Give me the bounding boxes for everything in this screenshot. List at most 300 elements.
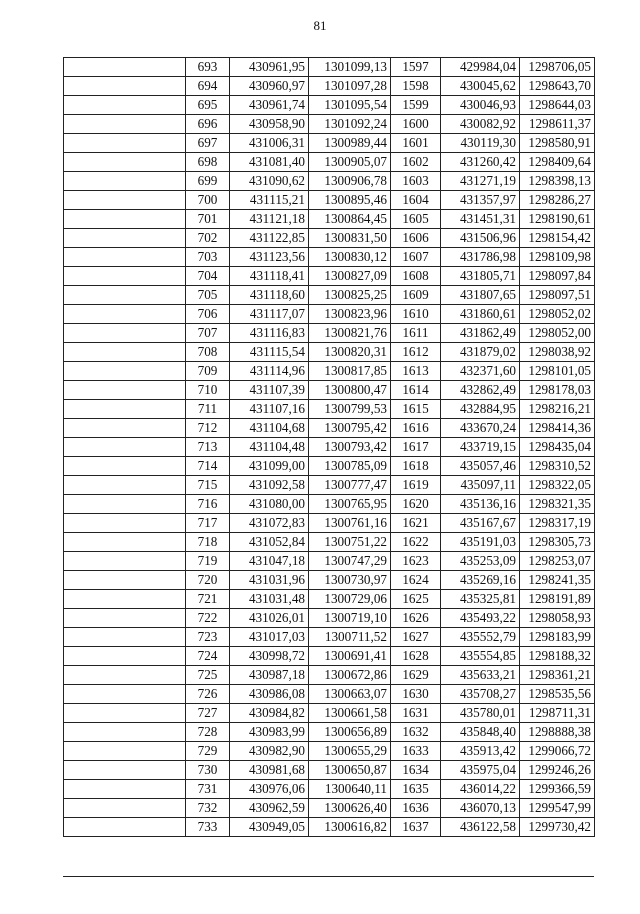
y-coordinate-cell: 1298361,21 [520, 666, 595, 685]
x-coordinate-cell: 431092,58 [230, 476, 309, 495]
table-row [64, 476, 595, 495]
y-coordinate-cell: 1300747,29 [309, 552, 391, 571]
x-coordinate-cell: 430982,90 [230, 742, 309, 761]
x-coordinate-cell: 430961,95 [230, 58, 309, 77]
y-coordinate-cell: 1298109,98 [520, 248, 595, 267]
x-coordinate-cell: 431451,31 [441, 210, 520, 229]
point-number-cell: 730 [186, 761, 230, 780]
blank-cell [64, 704, 186, 723]
point-number-cell: 1603 [391, 172, 441, 191]
point-number-cell: 1636 [391, 799, 441, 818]
blank-cell [64, 324, 186, 343]
table-row [64, 77, 595, 96]
y-coordinate-cell: 1300655,29 [309, 742, 391, 761]
blank-cell [64, 58, 186, 77]
blank-cell [64, 400, 186, 419]
y-coordinate-cell: 1300711,52 [309, 628, 391, 647]
y-coordinate-cell: 1300765,95 [309, 495, 391, 514]
y-coordinate-cell: 1300672,86 [309, 666, 391, 685]
point-number-cell: 726 [186, 685, 230, 704]
point-number-cell: 722 [186, 609, 230, 628]
x-coordinate-cell: 435552,79 [441, 628, 520, 647]
blank-cell [64, 77, 186, 96]
y-coordinate-cell: 1300823,96 [309, 305, 391, 324]
y-coordinate-cell: 1301095,54 [309, 96, 391, 115]
point-number-cell: 1634 [391, 761, 441, 780]
y-coordinate-cell: 1300656,89 [309, 723, 391, 742]
x-coordinate-cell: 430958,90 [230, 115, 309, 134]
y-coordinate-cell: 1300729,06 [309, 590, 391, 609]
x-coordinate-cell: 431805,71 [441, 267, 520, 286]
x-coordinate-cell: 431879,02 [441, 343, 520, 362]
coordinates-table [63, 57, 595, 837]
table-row [64, 590, 595, 609]
table-row [64, 191, 595, 210]
x-coordinate-cell: 430045,62 [441, 77, 520, 96]
y-coordinate-cell: 1298435,04 [520, 438, 595, 457]
table-row [64, 723, 595, 742]
point-number-cell: 717 [186, 514, 230, 533]
x-coordinate-cell: 435848,40 [441, 723, 520, 742]
x-coordinate-cell: 431271,19 [441, 172, 520, 191]
blank-cell [64, 780, 186, 799]
y-coordinate-cell: 1299730,42 [520, 818, 595, 837]
x-coordinate-cell: 430119,30 [441, 134, 520, 153]
y-coordinate-cell: 1300864,45 [309, 210, 391, 229]
y-coordinate-cell: 1300793,42 [309, 438, 391, 457]
x-coordinate-cell: 431357,97 [441, 191, 520, 210]
point-number-cell: 705 [186, 286, 230, 305]
x-coordinate-cell: 430961,74 [230, 96, 309, 115]
point-number-cell: 1609 [391, 286, 441, 305]
blank-cell [64, 134, 186, 153]
x-coordinate-cell: 435167,67 [441, 514, 520, 533]
y-coordinate-cell: 1298058,93 [520, 609, 595, 628]
x-coordinate-cell: 435780,01 [441, 704, 520, 723]
x-coordinate-cell: 431047,18 [230, 552, 309, 571]
blank-cell [64, 438, 186, 457]
blank-cell [64, 210, 186, 229]
table-row [64, 666, 595, 685]
y-coordinate-cell: 1298611,37 [520, 115, 595, 134]
table-row [64, 248, 595, 267]
x-coordinate-cell: 431006,31 [230, 134, 309, 153]
x-coordinate-cell: 432862,49 [441, 381, 520, 400]
table-row [64, 96, 595, 115]
y-coordinate-cell: 1300663,07 [309, 685, 391, 704]
blank-cell [64, 419, 186, 438]
blank-cell [64, 191, 186, 210]
point-number-cell: 1619 [391, 476, 441, 495]
point-number-cell: 1616 [391, 419, 441, 438]
table-row [64, 628, 595, 647]
blank-cell [64, 362, 186, 381]
y-coordinate-cell: 1300691,41 [309, 647, 391, 666]
y-coordinate-cell: 1298253,07 [520, 552, 595, 571]
blank-cell [64, 628, 186, 647]
x-coordinate-cell: 431860,61 [441, 305, 520, 324]
y-coordinate-cell: 1300820,31 [309, 343, 391, 362]
x-coordinate-cell: 431104,48 [230, 438, 309, 457]
y-coordinate-cell: 1298706,05 [520, 58, 595, 77]
y-coordinate-cell: 1300661,58 [309, 704, 391, 723]
table-row [64, 647, 595, 666]
point-number-cell: 1602 [391, 153, 441, 172]
y-coordinate-cell: 1300799,53 [309, 400, 391, 419]
table-row [64, 761, 595, 780]
point-number-cell: 1624 [391, 571, 441, 590]
x-coordinate-cell: 436122,58 [441, 818, 520, 837]
y-coordinate-cell: 1300989,44 [309, 134, 391, 153]
y-coordinate-cell: 1300895,46 [309, 191, 391, 210]
point-number-cell: 704 [186, 267, 230, 286]
blank-cell [64, 381, 186, 400]
point-number-cell: 712 [186, 419, 230, 438]
table-row [64, 438, 595, 457]
point-number-cell: 733 [186, 818, 230, 837]
point-number-cell: 708 [186, 343, 230, 362]
x-coordinate-cell: 431506,96 [441, 229, 520, 248]
blank-cell [64, 229, 186, 248]
point-number-cell: 693 [186, 58, 230, 77]
x-coordinate-cell: 430976,06 [230, 780, 309, 799]
x-coordinate-cell: 431786,98 [441, 248, 520, 267]
point-number-cell: 696 [186, 115, 230, 134]
point-number-cell: 716 [186, 495, 230, 514]
point-number-cell: 700 [186, 191, 230, 210]
table-row [64, 210, 595, 229]
blank-cell [64, 153, 186, 172]
y-coordinate-cell: 1298535,56 [520, 685, 595, 704]
point-number-cell: 695 [186, 96, 230, 115]
y-coordinate-cell: 1300626,40 [309, 799, 391, 818]
blank-cell [64, 305, 186, 324]
table-row [64, 172, 595, 191]
table-row [64, 400, 595, 419]
point-number-cell: 1612 [391, 343, 441, 362]
point-number-cell: 1626 [391, 609, 441, 628]
y-coordinate-cell: 1298580,91 [520, 134, 595, 153]
blank-cell [64, 476, 186, 495]
table-row [64, 286, 595, 305]
blank-cell [64, 514, 186, 533]
blank-cell [64, 647, 186, 666]
point-number-cell: 1601 [391, 134, 441, 153]
point-number-cell: 720 [186, 571, 230, 590]
point-number-cell: 732 [186, 799, 230, 818]
table-row [64, 419, 595, 438]
point-number-cell: 731 [186, 780, 230, 799]
x-coordinate-cell: 430983,99 [230, 723, 309, 742]
x-coordinate-cell: 432371,60 [441, 362, 520, 381]
table-row [64, 780, 595, 799]
y-coordinate-cell: 1300905,07 [309, 153, 391, 172]
y-coordinate-cell: 1298322,05 [520, 476, 595, 495]
x-coordinate-cell: 430986,08 [230, 685, 309, 704]
point-number-cell: 1606 [391, 229, 441, 248]
x-coordinate-cell: 431107,39 [230, 381, 309, 400]
x-coordinate-cell: 435975,04 [441, 761, 520, 780]
point-number-cell: 1600 [391, 115, 441, 134]
x-coordinate-cell: 429984,04 [441, 58, 520, 77]
x-coordinate-cell: 431080,00 [230, 495, 309, 514]
point-number-cell: 1633 [391, 742, 441, 761]
x-coordinate-cell: 430082,92 [441, 115, 520, 134]
point-number-cell: 1635 [391, 780, 441, 799]
x-coordinate-cell: 431115,21 [230, 191, 309, 210]
y-coordinate-cell: 1300795,42 [309, 419, 391, 438]
x-coordinate-cell: 435325,81 [441, 590, 520, 609]
x-coordinate-cell: 436070,13 [441, 799, 520, 818]
y-coordinate-cell: 1298644,03 [520, 96, 595, 115]
point-number-cell: 1604 [391, 191, 441, 210]
blank-cell [64, 343, 186, 362]
point-number-cell: 713 [186, 438, 230, 457]
y-coordinate-cell: 1298097,84 [520, 267, 595, 286]
y-coordinate-cell: 1301097,28 [309, 77, 391, 96]
y-coordinate-cell: 1298317,19 [520, 514, 595, 533]
x-coordinate-cell: 430046,93 [441, 96, 520, 115]
x-coordinate-cell: 430984,82 [230, 704, 309, 723]
y-coordinate-cell: 1298305,73 [520, 533, 595, 552]
x-coordinate-cell: 431122,85 [230, 229, 309, 248]
y-coordinate-cell: 1300719,10 [309, 609, 391, 628]
point-number-cell: 1608 [391, 267, 441, 286]
blank-cell [64, 115, 186, 134]
y-coordinate-cell: 1298190,61 [520, 210, 595, 229]
point-number-cell: 1620 [391, 495, 441, 514]
x-coordinate-cell: 435269,16 [441, 571, 520, 590]
table-row [64, 552, 595, 571]
point-number-cell: 729 [186, 742, 230, 761]
y-coordinate-cell: 1298191,89 [520, 590, 595, 609]
point-number-cell: 1632 [391, 723, 441, 742]
point-number-cell: 1610 [391, 305, 441, 324]
x-coordinate-cell: 431118,41 [230, 267, 309, 286]
blank-cell [64, 666, 186, 685]
x-coordinate-cell: 435253,09 [441, 552, 520, 571]
table-row [64, 229, 595, 248]
point-number-cell: 714 [186, 457, 230, 476]
y-coordinate-cell: 1298398,13 [520, 172, 595, 191]
point-number-cell: 1627 [391, 628, 441, 647]
x-coordinate-cell: 435708,27 [441, 685, 520, 704]
table-row [64, 153, 595, 172]
point-number-cell: 1615 [391, 400, 441, 419]
y-coordinate-cell: 1298052,00 [520, 324, 595, 343]
y-coordinate-cell: 1300825,25 [309, 286, 391, 305]
y-coordinate-cell: 1299066,72 [520, 742, 595, 761]
y-coordinate-cell: 1300650,87 [309, 761, 391, 780]
x-coordinate-cell: 430981,68 [230, 761, 309, 780]
point-number-cell: 1630 [391, 685, 441, 704]
x-coordinate-cell: 431026,01 [230, 609, 309, 628]
point-number-cell: 727 [186, 704, 230, 723]
y-coordinate-cell: 1300751,22 [309, 533, 391, 552]
point-number-cell: 1622 [391, 533, 441, 552]
x-coordinate-cell: 431031,96 [230, 571, 309, 590]
y-coordinate-cell: 1298310,52 [520, 457, 595, 476]
y-coordinate-cell: 1298414,36 [520, 419, 595, 438]
point-number-cell: 697 [186, 134, 230, 153]
x-coordinate-cell: 431031,48 [230, 590, 309, 609]
y-coordinate-cell: 1298643,70 [520, 77, 595, 96]
x-coordinate-cell: 435913,42 [441, 742, 520, 761]
point-number-cell: 701 [186, 210, 230, 229]
x-coordinate-cell: 431118,60 [230, 286, 309, 305]
y-coordinate-cell: 1298154,42 [520, 229, 595, 248]
point-number-cell: 706 [186, 305, 230, 324]
y-coordinate-cell: 1300906,78 [309, 172, 391, 191]
y-coordinate-cell: 1300817,85 [309, 362, 391, 381]
blank-cell [64, 533, 186, 552]
point-number-cell: 1617 [391, 438, 441, 457]
point-number-cell: 707 [186, 324, 230, 343]
x-coordinate-cell: 431123,56 [230, 248, 309, 267]
blank-cell [64, 495, 186, 514]
x-coordinate-cell: 435191,03 [441, 533, 520, 552]
x-coordinate-cell: 430949,05 [230, 818, 309, 837]
page-number: 81 [313, 18, 327, 33]
x-coordinate-cell: 431052,84 [230, 533, 309, 552]
table-row [64, 609, 595, 628]
blank-cell [64, 96, 186, 115]
table-row [64, 495, 595, 514]
x-coordinate-cell: 435136,16 [441, 495, 520, 514]
table-row [64, 742, 595, 761]
x-coordinate-cell: 431107,16 [230, 400, 309, 419]
y-coordinate-cell: 1300800,47 [309, 381, 391, 400]
x-coordinate-cell: 431116,83 [230, 324, 309, 343]
table-row [64, 685, 595, 704]
point-number-cell: 694 [186, 77, 230, 96]
x-coordinate-cell: 431114,96 [230, 362, 309, 381]
point-number-cell: 728 [186, 723, 230, 742]
point-number-cell: 1597 [391, 58, 441, 77]
table-row [64, 343, 595, 362]
x-coordinate-cell: 430987,18 [230, 666, 309, 685]
point-number-cell: 715 [186, 476, 230, 495]
point-number-cell: 721 [186, 590, 230, 609]
x-coordinate-cell: 433719,15 [441, 438, 520, 457]
blank-cell [64, 799, 186, 818]
blank-cell [64, 248, 186, 267]
y-coordinate-cell: 1298286,27 [520, 191, 595, 210]
y-coordinate-cell: 1300616,82 [309, 818, 391, 837]
y-coordinate-cell: 1298321,35 [520, 495, 595, 514]
table-row [64, 514, 595, 533]
x-coordinate-cell: 431121,18 [230, 210, 309, 229]
x-coordinate-cell: 436014,22 [441, 780, 520, 799]
y-coordinate-cell: 1300830,12 [309, 248, 391, 267]
x-coordinate-cell: 431072,83 [230, 514, 309, 533]
x-coordinate-cell: 431081,40 [230, 153, 309, 172]
x-coordinate-cell: 431807,65 [441, 286, 520, 305]
blank-cell [64, 267, 186, 286]
point-number-cell: 1631 [391, 704, 441, 723]
point-number-cell: 1599 [391, 96, 441, 115]
point-number-cell: 1607 [391, 248, 441, 267]
point-number-cell: 719 [186, 552, 230, 571]
table-row [64, 533, 595, 552]
x-coordinate-cell: 433670,24 [441, 419, 520, 438]
point-number-cell: 723 [186, 628, 230, 647]
x-coordinate-cell: 431862,49 [441, 324, 520, 343]
y-coordinate-cell: 1300777,47 [309, 476, 391, 495]
y-coordinate-cell: 1298711,31 [520, 704, 595, 723]
x-coordinate-cell: 435633,21 [441, 666, 520, 685]
blank-cell [64, 571, 186, 590]
x-coordinate-cell: 431260,42 [441, 153, 520, 172]
bottom-rule [63, 876, 594, 877]
point-number-cell: 699 [186, 172, 230, 191]
x-coordinate-cell: 430960,97 [230, 77, 309, 96]
point-number-cell: 1623 [391, 552, 441, 571]
point-number-cell: 702 [186, 229, 230, 248]
point-number-cell: 1614 [391, 381, 441, 400]
y-coordinate-cell: 1300827,09 [309, 267, 391, 286]
table-row [64, 267, 595, 286]
y-coordinate-cell: 1298216,21 [520, 400, 595, 419]
table-row [64, 362, 595, 381]
y-coordinate-cell: 1298038,92 [520, 343, 595, 362]
y-coordinate-cell: 1298097,51 [520, 286, 595, 305]
y-coordinate-cell: 1298101,05 [520, 362, 595, 381]
table-row [64, 818, 595, 837]
point-number-cell: 1598 [391, 77, 441, 96]
blank-cell [64, 172, 186, 191]
y-coordinate-cell: 1301092,24 [309, 115, 391, 134]
table-row [64, 134, 595, 153]
table-row [64, 305, 595, 324]
blank-cell [64, 818, 186, 837]
blank-cell [64, 742, 186, 761]
y-coordinate-cell: 1298183,99 [520, 628, 595, 647]
point-number-cell: 703 [186, 248, 230, 267]
table-body [64, 58, 595, 837]
point-number-cell: 1625 [391, 590, 441, 609]
y-coordinate-cell: 1299547,99 [520, 799, 595, 818]
y-coordinate-cell: 1298888,38 [520, 723, 595, 742]
point-number-cell: 725 [186, 666, 230, 685]
y-coordinate-cell: 1300730,97 [309, 571, 391, 590]
x-coordinate-cell: 431117,07 [230, 305, 309, 324]
x-coordinate-cell: 431090,62 [230, 172, 309, 191]
y-coordinate-cell: 1300821,76 [309, 324, 391, 343]
point-number-cell: 724 [186, 647, 230, 666]
blank-cell [64, 723, 186, 742]
y-coordinate-cell: 1298241,35 [520, 571, 595, 590]
x-coordinate-cell: 435554,85 [441, 647, 520, 666]
blank-cell [64, 286, 186, 305]
x-coordinate-cell: 435097,11 [441, 476, 520, 495]
point-number-cell: 710 [186, 381, 230, 400]
y-coordinate-cell: 1299366,59 [520, 780, 595, 799]
table-row [64, 58, 595, 77]
x-coordinate-cell: 431099,00 [230, 457, 309, 476]
y-coordinate-cell: 1300761,16 [309, 514, 391, 533]
blank-cell [64, 552, 186, 571]
y-coordinate-cell: 1298409,64 [520, 153, 595, 172]
x-coordinate-cell: 435057,46 [441, 457, 520, 476]
x-coordinate-cell: 431104,68 [230, 419, 309, 438]
table-row [64, 704, 595, 723]
blank-cell [64, 590, 186, 609]
point-number-cell: 1605 [391, 210, 441, 229]
y-coordinate-cell: 1299246,26 [520, 761, 595, 780]
table-row [64, 381, 595, 400]
y-coordinate-cell: 1300785,09 [309, 457, 391, 476]
